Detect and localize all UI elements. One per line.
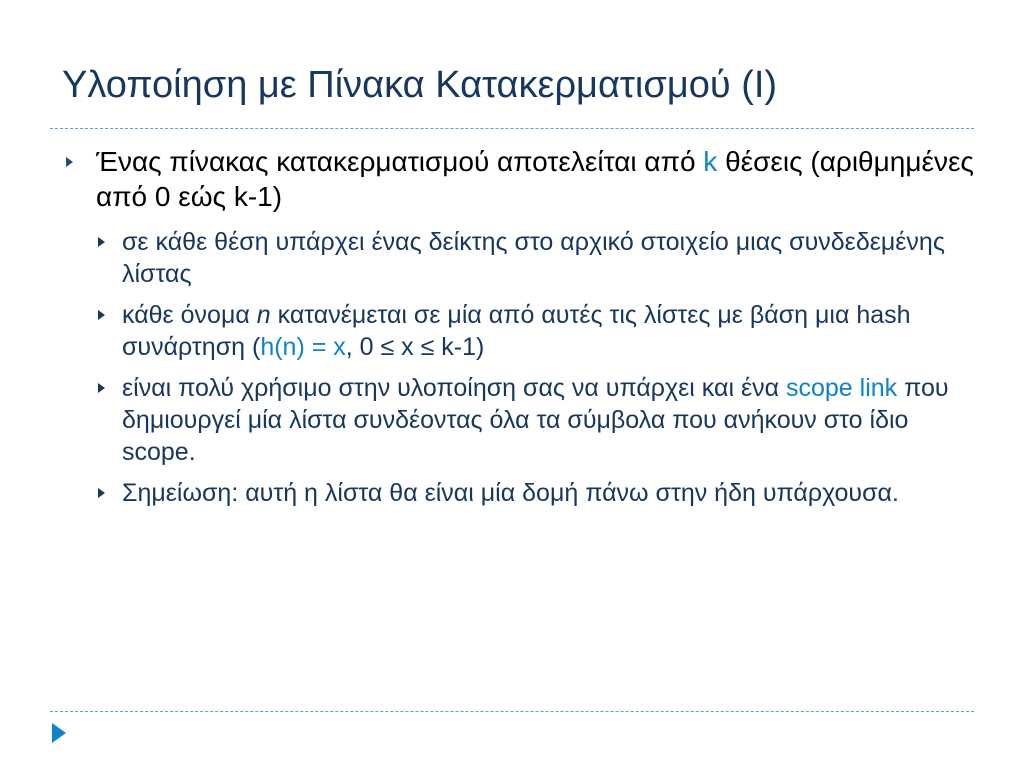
bullet-text-segment: scope link [786, 374, 898, 402]
bullet-arrow-icon [98, 488, 105, 498]
bullet-text-segment: Σημείωση: αυτή η λίστα θα είναι μία δομή πάνω στην ήδη υπάρχουσα. [122, 479, 899, 507]
footer-divider [50, 711, 974, 712]
title-divider [50, 128, 974, 129]
bullet-text-segment: κατανέμεται σε μία από αυτές τις λίστες με βάση μια hash συνάρτηση ( [122, 301, 911, 361]
slide-body [62, 144, 982, 518]
bullet-text-segment: Ένας πίνακας κατακερματισμού αποτελείται από [96, 146, 704, 177]
sub-bullet-item [96, 372, 982, 468]
sub-bullet-item [96, 477, 982, 509]
bullet-item [62, 144, 982, 214]
bullet-text-segment: κάθε όνομα [122, 301, 257, 329]
bullet-arrow-icon [98, 383, 105, 393]
bullet-text-segment: είναι πολύ χρήσιμο στην υλοποίηση σας να υπάρχει και ένα [122, 374, 786, 402]
sub-bullet-item [96, 299, 982, 363]
bullet-arrow-icon [98, 310, 105, 320]
footer-arrow-icon [52, 723, 66, 743]
bullet-text-segment: θέσεις (αριθμημένες από 0 εώς k-1) [96, 146, 974, 212]
bullet-text-segment: h(n) = x [260, 333, 346, 361]
bullet-text-segment: σε κάθε θέση υπάρχει ένας δείκτης στο αρχικό στοιχείο μιας συνδεδεμένης λίστας [122, 228, 945, 288]
slide-title: Υλοποίηση με Πίνακα Κατακερματισμού (Ι) [62, 64, 778, 106]
bullet-text-segment: n [256, 301, 271, 329]
bullet-text-segment: , 0 ≤ x ≤ k-1) [345, 333, 485, 361]
bullet-arrow-icon [98, 237, 105, 247]
bullet-arrow-icon [66, 157, 73, 167]
sub-bullet-item [96, 226, 982, 290]
bullet-text-segment: k [703, 146, 718, 177]
bullet-text-segment: που δημιουργεί μία λίστα συνδέοντας όλα τα σύμβολα που ανήκουν στο ίδιο scope. [122, 374, 949, 466]
